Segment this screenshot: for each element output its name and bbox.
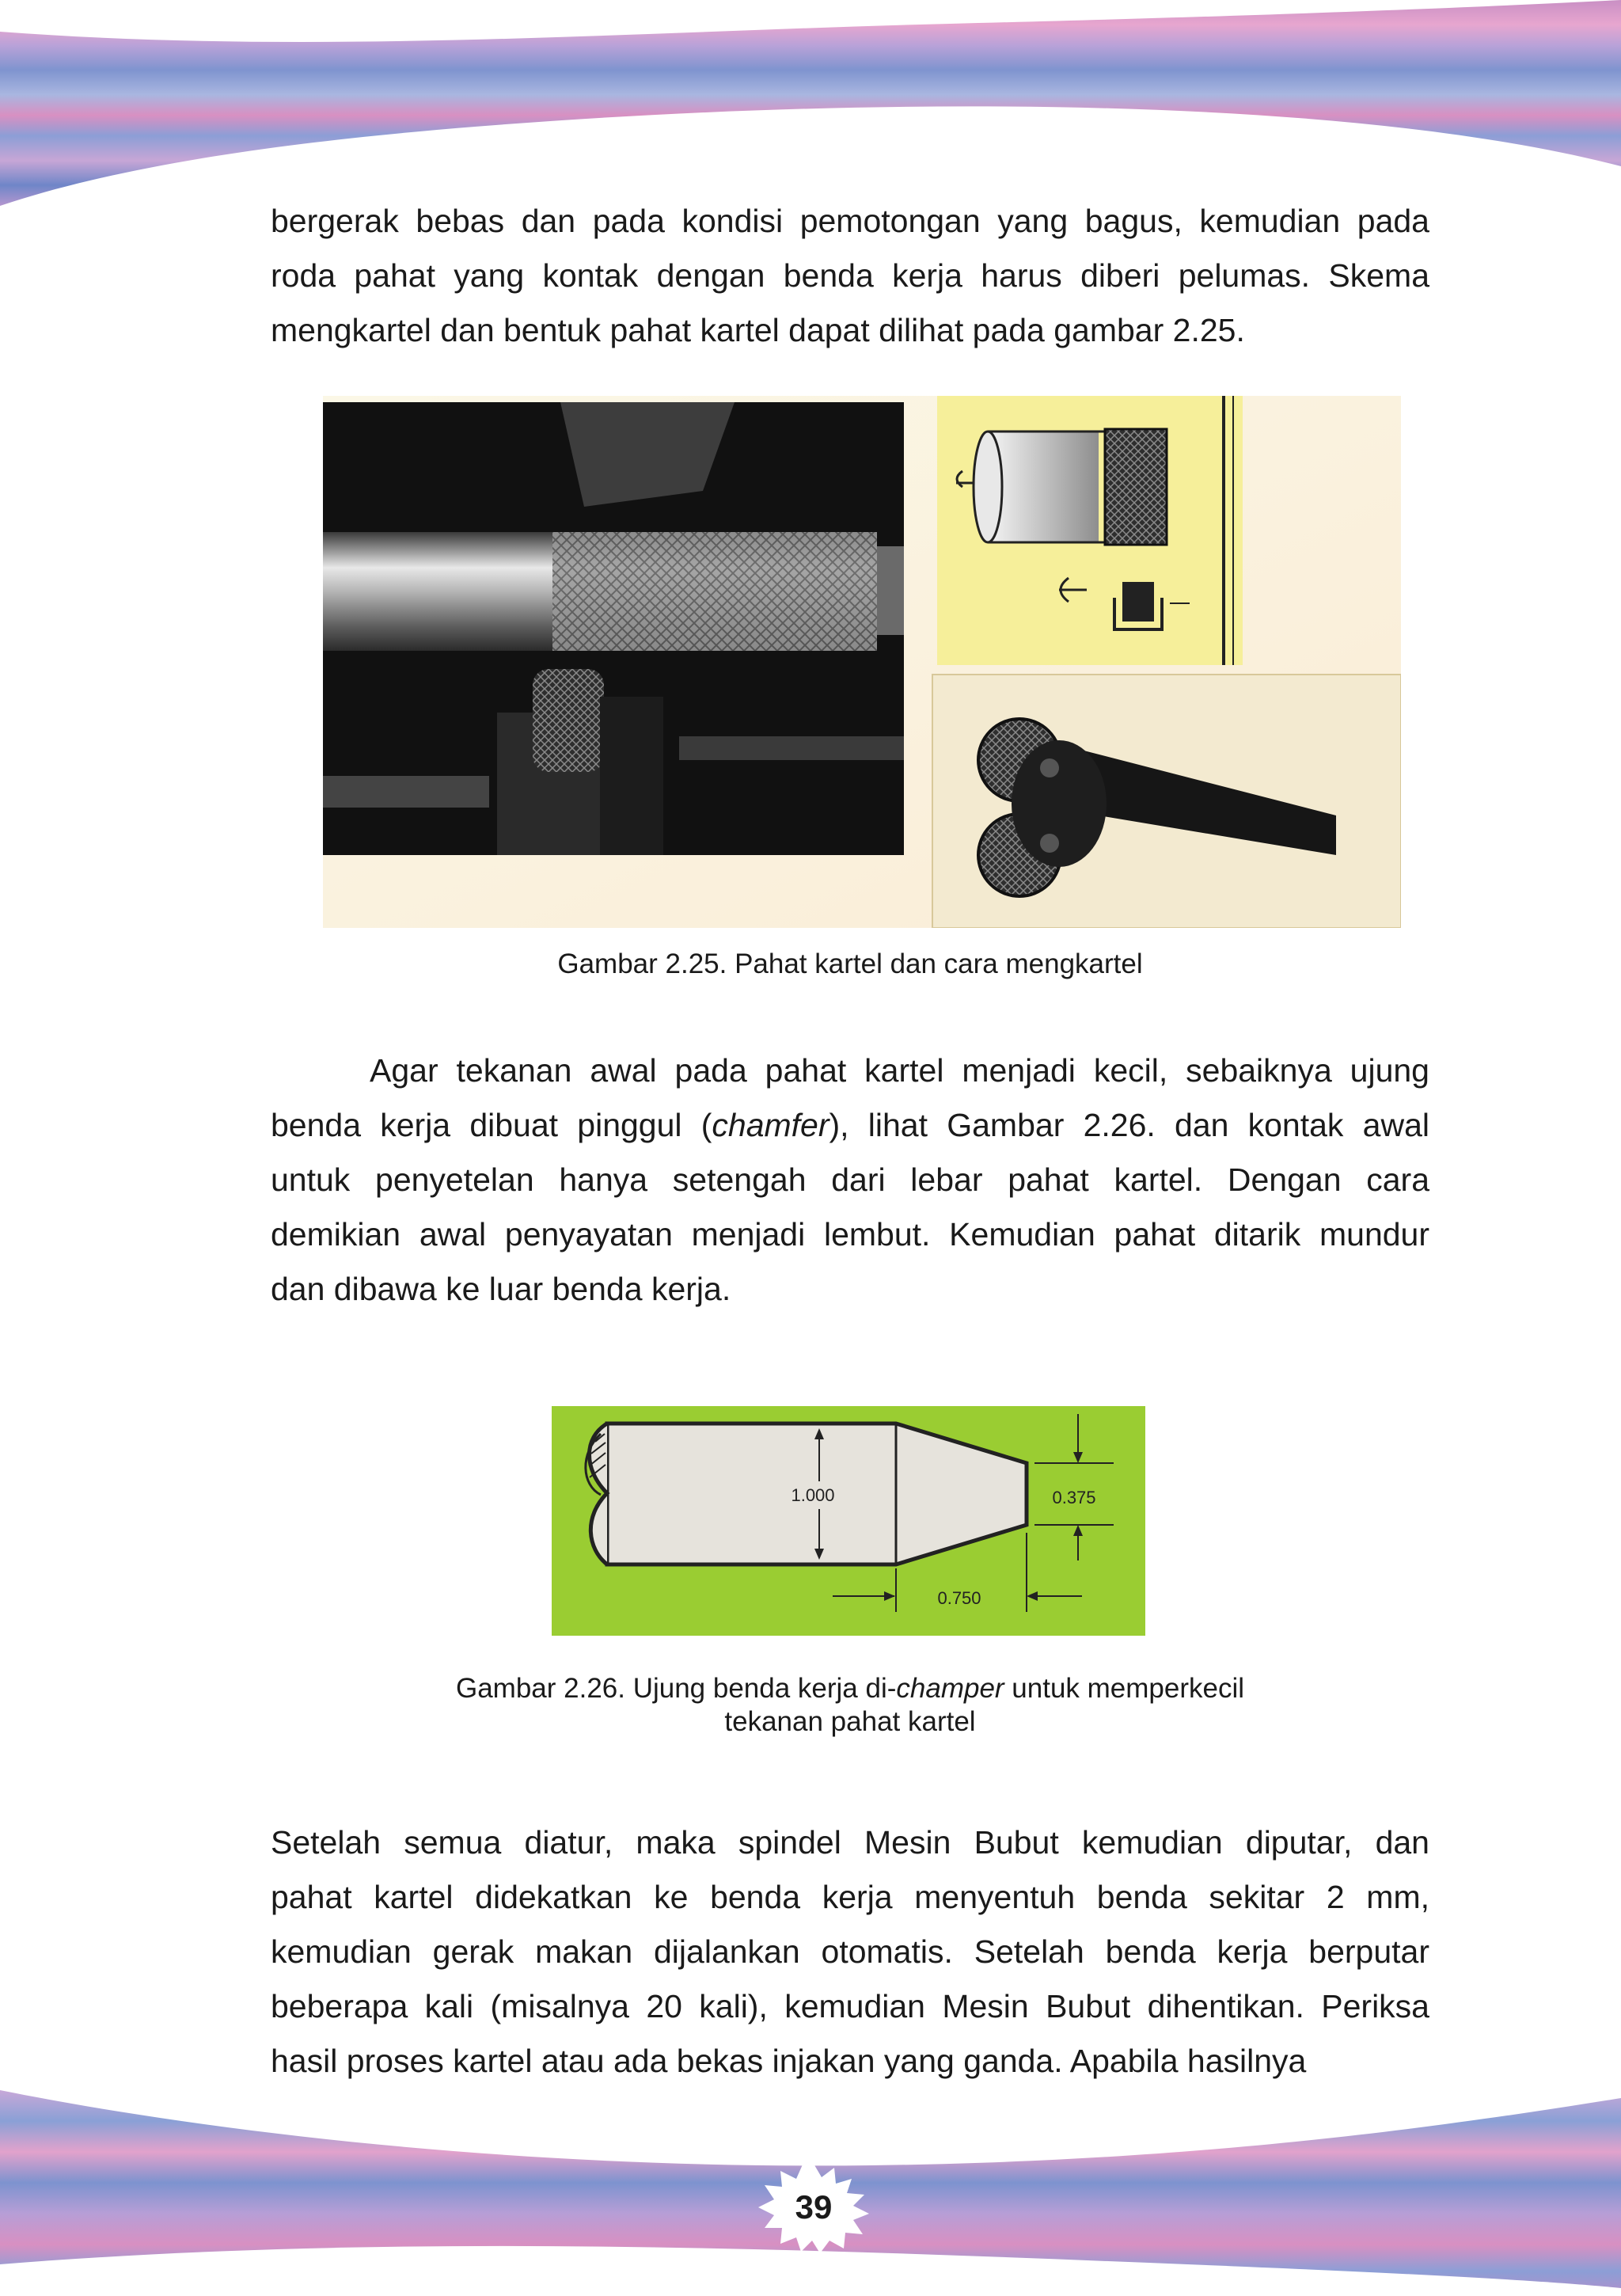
length-dimension-label: 0.750 bbox=[937, 1588, 981, 1608]
tip-dimension-label: 0.375 bbox=[1052, 1488, 1096, 1507]
text-line: hasil proses kartel atau ada bekas injakan yang ganda. Apabila hasilnya bbox=[271, 2043, 1307, 2079]
emphasis-term: chamfer bbox=[712, 1107, 829, 1143]
caption-line: tekanan pahat kartel bbox=[724, 1706, 976, 1737]
text-fragment: ), lihat Gambar 2.26. dan kontak awal bbox=[829, 1107, 1429, 1143]
knurling-schematic-drawing bbox=[937, 396, 1243, 665]
text-line: Agar tekanan awal pada pahat kartel menjadi kecil, sebaiknya ujung bbox=[370, 1052, 1429, 1089]
lathe-knurling-photo bbox=[323, 402, 904, 855]
text-line: demikian awal penyayatan menjadi lembut. Kemudian pahat ditarik mundur bbox=[271, 1216, 1429, 1253]
text-line: Setelah semua diatur, maka spindel Mesin Bubut kemudian diputar, dan bbox=[271, 1824, 1429, 1861]
figure-2-26-caption bbox=[271, 1672, 1429, 1739]
paragraph-chamfer bbox=[271, 1043, 1429, 1317]
text-line: dan dibawa ke luar benda kerja. bbox=[271, 1271, 731, 1307]
text-fragment: benda kerja dibuat pinggul ( bbox=[271, 1107, 712, 1143]
text-line: bergerak bebas dan pada kondisi pemotongan yang bagus, kemudian pada bbox=[271, 203, 1429, 239]
text-line: pahat kartel didekatkan ke benda kerja menyentuh benda sekitar 2 mm, bbox=[271, 1879, 1429, 1915]
text-line: beberapa kali (misalnya 20 kali), kemudian Mesin Bubut dihentikan. Periksa bbox=[271, 1988, 1429, 2024]
text-line-with-emphasis bbox=[271, 1098, 1429, 1153]
caption-line bbox=[271, 1672, 1429, 1705]
text-line: roda pahat yang kontak dengan benda kerja harus diberi pelumas. Skema bbox=[271, 257, 1429, 294]
paragraph-procedure bbox=[271, 1815, 1429, 2089]
paragraph-intro bbox=[271, 194, 1429, 358]
text-line: kemudian gerak makan dijalankan otomatis. Setelah benda kerja berputar bbox=[271, 1933, 1429, 1970]
diameter-dimension-label: 1.000 bbox=[791, 1485, 835, 1505]
figure-2-26-chamfer-drawing bbox=[552, 1406, 1145, 1636]
emphasis-term: champer bbox=[896, 1673, 1004, 1704]
knurling-tool-photo bbox=[932, 675, 1401, 928]
figure-2-25-knurling-photos bbox=[323, 396, 1401, 928]
caption-fragment: Gambar 2.26. Ujung benda kerja di- bbox=[455, 1673, 897, 1704]
page-number-badge bbox=[750, 2160, 877, 2255]
page-number: 39 bbox=[795, 2188, 833, 2226]
text-line: untuk penyetelan hanya setengah dari lebar pahat kartel. Dengan cara bbox=[271, 1161, 1429, 1198]
figure-2-25-caption: Gambar 2.25. Pahat kartel dan cara mengkartel bbox=[557, 948, 1143, 979]
caption-fragment: untuk memperkecil bbox=[1004, 1673, 1245, 1704]
text-line: mengkartel dan bentuk pahat kartel dapat dilihat pada gambar 2.25. bbox=[271, 312, 1245, 348]
